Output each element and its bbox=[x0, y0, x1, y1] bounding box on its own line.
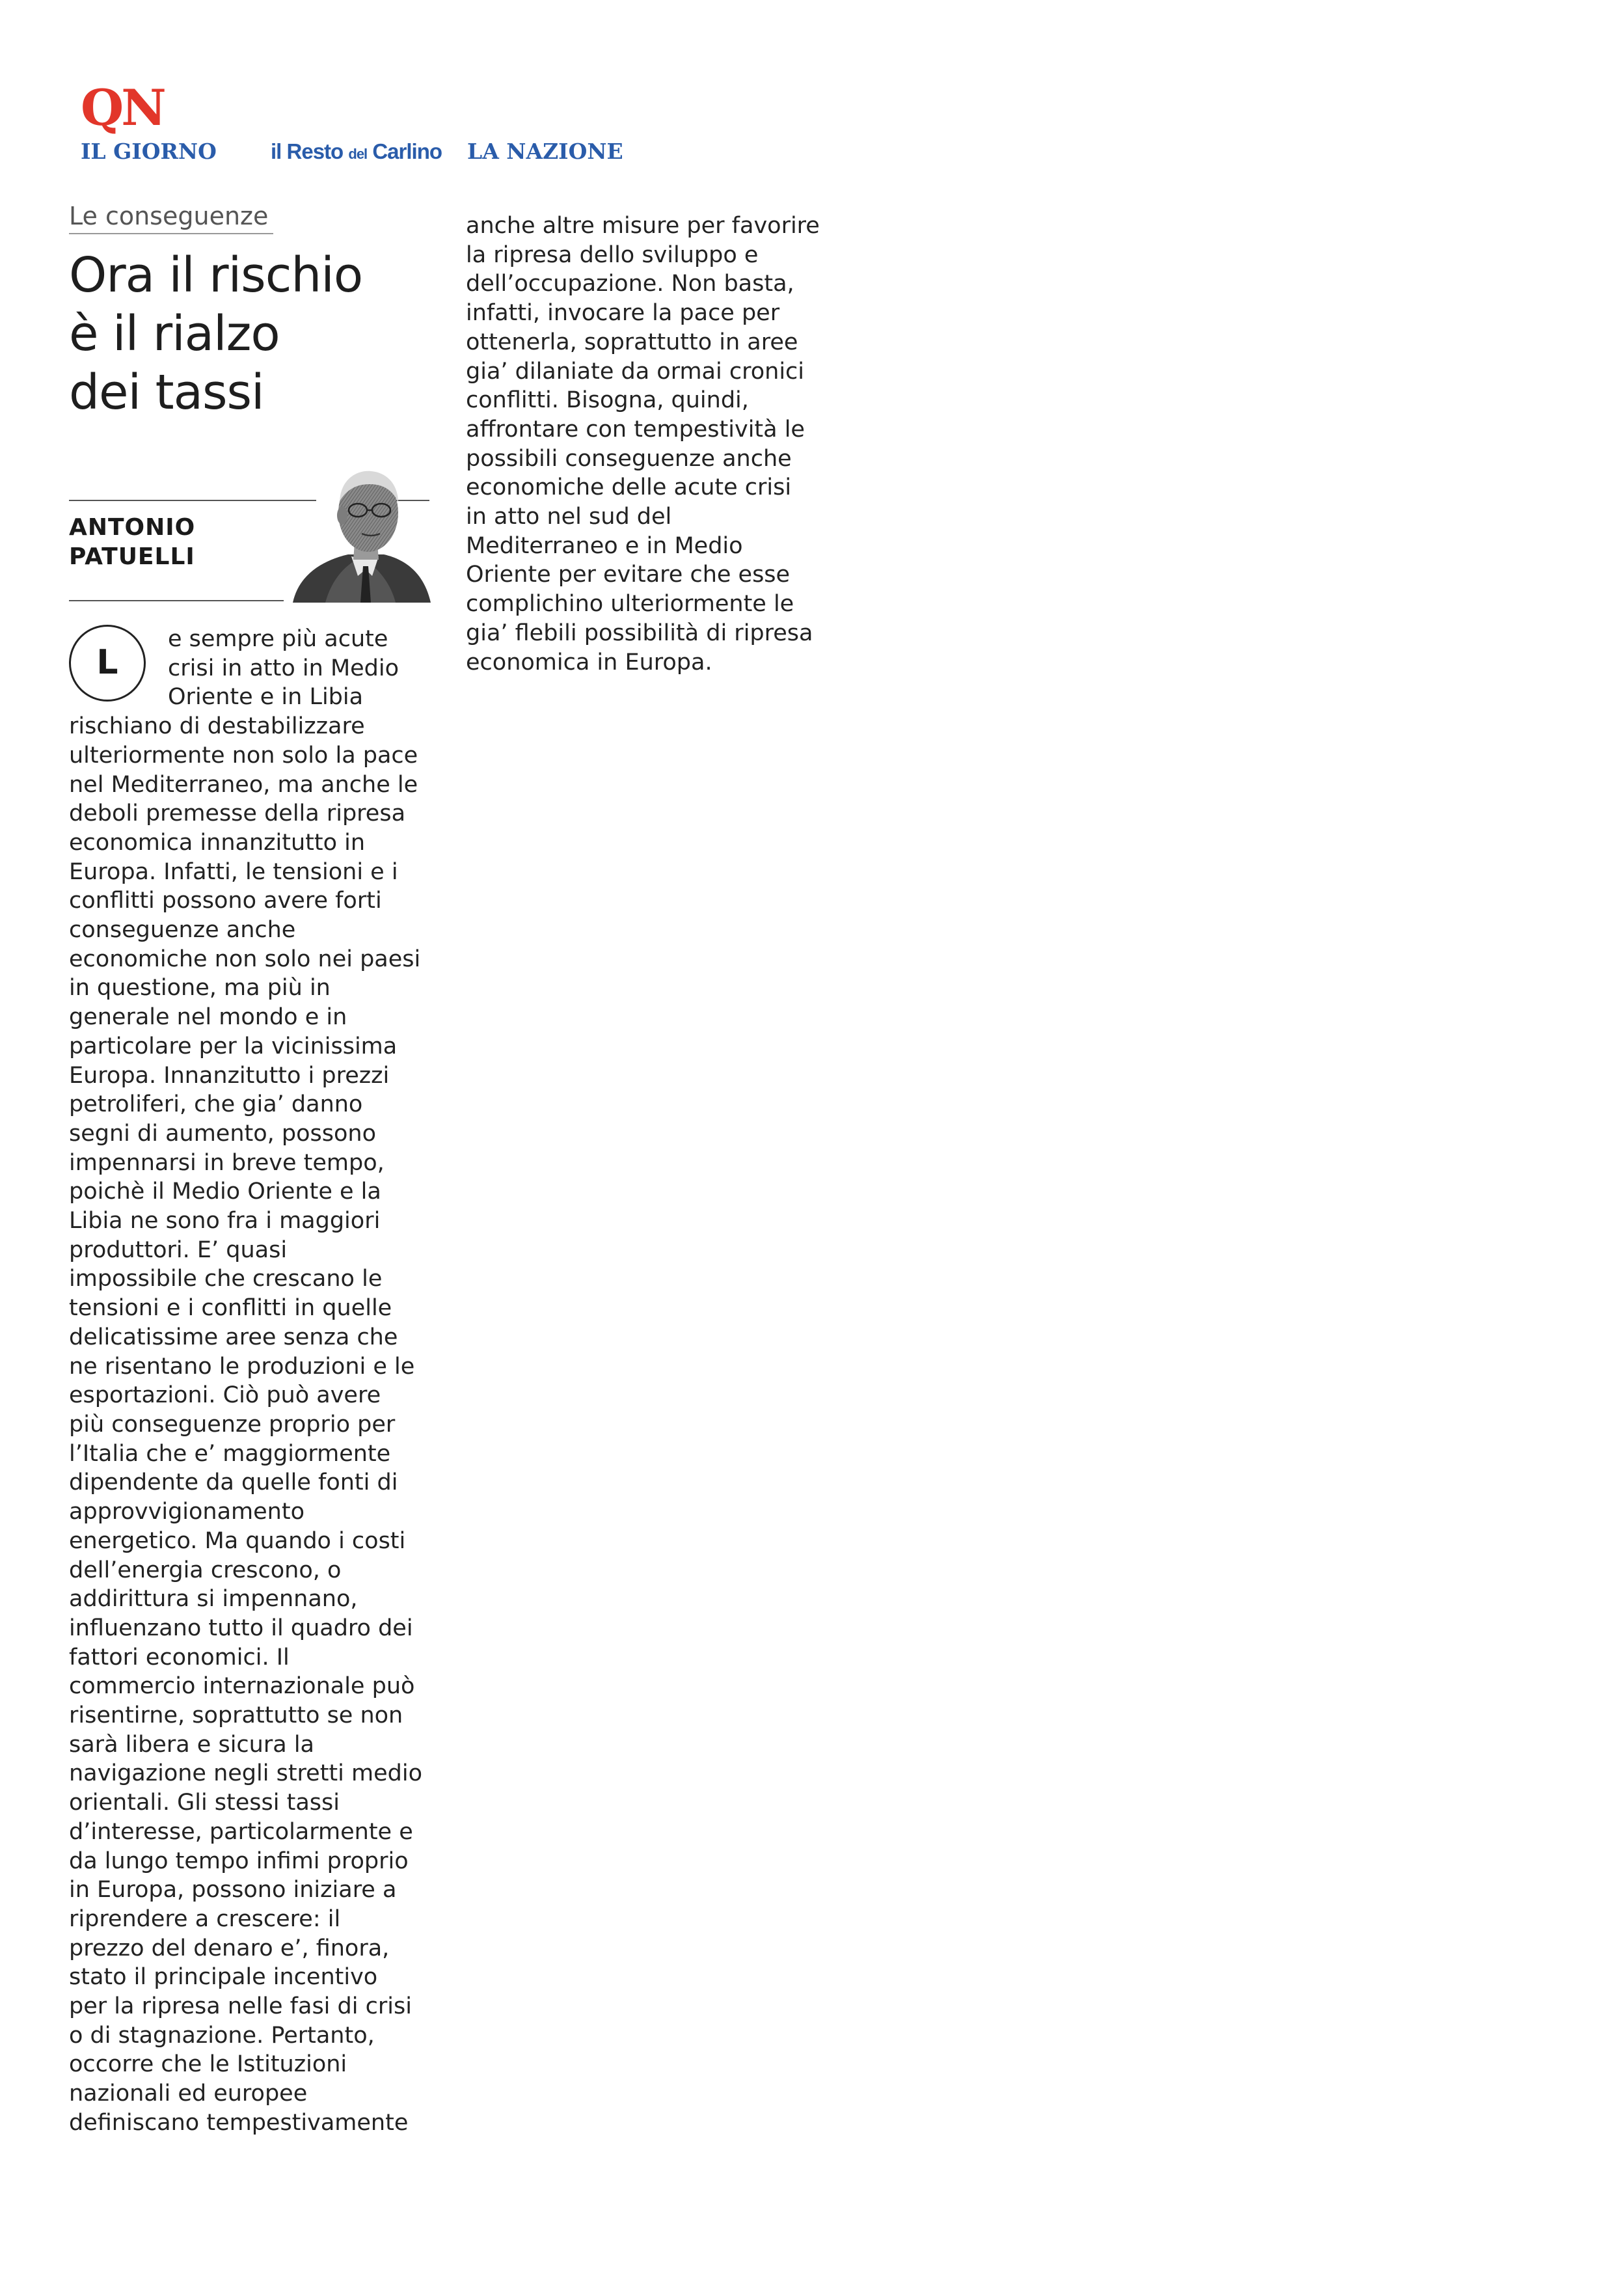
headline-line: dei tassi bbox=[69, 364, 264, 420]
text-line: poichè il Medio Oriente e la bbox=[69, 1179, 381, 1205]
text-line: sarà libera e sicura la bbox=[69, 1731, 314, 1758]
masthead bbox=[81, 79, 666, 168]
text-line: Europa. Infatti, le tensioni e i bbox=[69, 858, 398, 885]
text-line: dell’energia crescono, o bbox=[69, 1557, 342, 1583]
text-line: stato il principale incentivo bbox=[69, 1964, 378, 1991]
text-line: in atto nel sud del bbox=[466, 504, 672, 530]
byline-rule bbox=[69, 500, 316, 501]
text-line: produttori. E’ quasi bbox=[69, 1236, 288, 1263]
text-line: ne risentano le produzioni e le bbox=[69, 1353, 415, 1380]
text-line: dell’occupazione. Non basta, bbox=[466, 271, 794, 297]
text-line: Oriente per evitare che esse bbox=[466, 562, 791, 588]
text-line: ulteriormente non solo la pace bbox=[69, 742, 418, 769]
text-line: fattori economici. Il bbox=[69, 1644, 290, 1671]
qn-logo: QN bbox=[81, 79, 164, 137]
text-line: generale nel mondo e in bbox=[69, 1004, 347, 1031]
drop-cap: L bbox=[69, 625, 146, 702]
text-line: nazionali ed europee bbox=[69, 2081, 308, 2107]
text-line: conflitti. Bisogna, quindi, bbox=[466, 387, 749, 414]
text-line: in questione, ma più in bbox=[69, 975, 331, 1002]
article-column-2 bbox=[466, 212, 834, 677]
text-line: anche altre misure per favorire bbox=[466, 213, 820, 239]
text-line: prezzo del denaro e’, finora, bbox=[69, 1935, 390, 1961]
column-1-text bbox=[69, 625, 437, 2138]
publication-la-nazione: LA NAZIONE bbox=[467, 139, 623, 164]
byline-rule bbox=[69, 600, 284, 601]
text-line: Europa. Innanzitutto i prezzi bbox=[69, 1062, 390, 1089]
text-line: deboli premesse della ripresa bbox=[69, 800, 406, 827]
carlino-part-1: il Resto bbox=[271, 139, 344, 163]
article-column-1 bbox=[69, 625, 437, 2138]
text-line: in Europa, possono iniziare a bbox=[69, 1877, 397, 1904]
text-line: impossibile che crescano le bbox=[69, 1266, 383, 1292]
text-line: affrontare con tempestività le bbox=[466, 416, 805, 443]
text-line: infatti, invocare la pace per bbox=[466, 300, 780, 327]
text-line: orientali. Gli stessi tassi bbox=[69, 1790, 340, 1816]
text-line: addirittura si impennano, bbox=[69, 1586, 358, 1613]
text-line: segni di aumento, possono bbox=[69, 1120, 377, 1147]
article-headline bbox=[69, 246, 433, 422]
text-line: particolare per la vicinissima bbox=[69, 1033, 398, 1059]
text-line: economiche non solo nei paesi bbox=[69, 946, 421, 972]
author-portrait bbox=[286, 462, 431, 603]
text-line: la ripresa dello sviluppo e bbox=[466, 241, 759, 268]
text-line: Oriente e in Libia bbox=[168, 684, 364, 711]
text-line: energetico. Ma quando i costi bbox=[69, 1527, 406, 1554]
carlino-part-3: Carlino bbox=[372, 139, 442, 163]
author-last-name: PATUELLI bbox=[69, 543, 195, 570]
text-line: Mediterraneo e in Medio bbox=[466, 532, 743, 559]
author-first-name: ANTONIO bbox=[69, 514, 196, 541]
text-line: nel Mediterraneo, ma anche le bbox=[69, 771, 418, 798]
text-line: rischiano di destabilizzare bbox=[69, 713, 365, 740]
publication-il-giorno: IL GIORNO bbox=[81, 139, 217, 164]
text-line: economiche delle acute crisi bbox=[466, 474, 792, 501]
headline-line: è il rialzo bbox=[69, 306, 280, 362]
text-line: gia’ flebili possibilità di ripresa bbox=[466, 620, 813, 646]
text-line: definiscano tempestivamente bbox=[69, 2109, 409, 2136]
text-line: crisi in atto in Medio bbox=[168, 655, 399, 681]
text-line: gia’ dilaniate da ormai cronici bbox=[466, 358, 805, 385]
headline-line: Ora il rischio bbox=[69, 247, 363, 303]
text-line: navigazione negli stretti medio bbox=[69, 1760, 422, 1787]
text-line: occorre che le Istituzioni bbox=[69, 2051, 347, 2078]
text-line: risentirne, soprattutto se non bbox=[69, 1702, 403, 1729]
text-line: Libia ne sono fra i maggiori bbox=[69, 1208, 381, 1235]
text-line: per la ripresa nelle fasi di crisi bbox=[69, 1993, 412, 2020]
text-line: influenzano tutto il quadro dei bbox=[69, 1615, 413, 1641]
carlino-part-2: del bbox=[348, 146, 368, 162]
text-line: possibili conseguenze anche bbox=[466, 445, 792, 472]
text-line: d’interesse, particolarmente e bbox=[69, 1818, 413, 1845]
text-line: o di stagnazione. Pertanto, bbox=[69, 2022, 375, 2049]
text-line: economica in Europa. bbox=[466, 649, 712, 676]
text-line: delicatissime aree senza che bbox=[69, 1324, 398, 1350]
text-line: più conseguenze proprio per bbox=[69, 1411, 396, 1438]
text-line: ottenerla, soprattutto in aree bbox=[466, 329, 798, 355]
publication-resto-del-carlino bbox=[271, 135, 442, 171]
text-line: e sempre più acute bbox=[168, 626, 388, 652]
column-2-text bbox=[466, 212, 834, 677]
text-line: conflitti possono avere forti bbox=[69, 888, 382, 914]
text-line: dipendente da quelle fonti di bbox=[69, 1469, 398, 1496]
text-line: approvvigionamento bbox=[69, 1499, 304, 1525]
author-name bbox=[69, 513, 195, 571]
text-line: l’Italia che e’ maggiormente bbox=[69, 1440, 391, 1467]
text-line: commercio internazionale può bbox=[69, 1673, 415, 1700]
text-line: conseguenze anche bbox=[69, 917, 296, 944]
text-line: complichino ulteriormente le bbox=[466, 591, 794, 618]
text-line: da lungo tempo infimi proprio bbox=[69, 1848, 409, 1874]
text-line: esportazioni. Ciò può avere bbox=[69, 1382, 381, 1409]
text-line: tensioni e i conflitti in quelle bbox=[69, 1295, 392, 1322]
text-line: impennarsi in breve tempo, bbox=[69, 1149, 385, 1176]
text-line: riprendere a crescere: il bbox=[69, 1905, 341, 1932]
text-line: economica innanzitutto in bbox=[69, 829, 366, 856]
article-kicker: Le conseguenze bbox=[69, 202, 269, 230]
kicker-underline bbox=[69, 233, 273, 234]
text-line: petroliferi, che gia’ danno bbox=[69, 1091, 363, 1118]
